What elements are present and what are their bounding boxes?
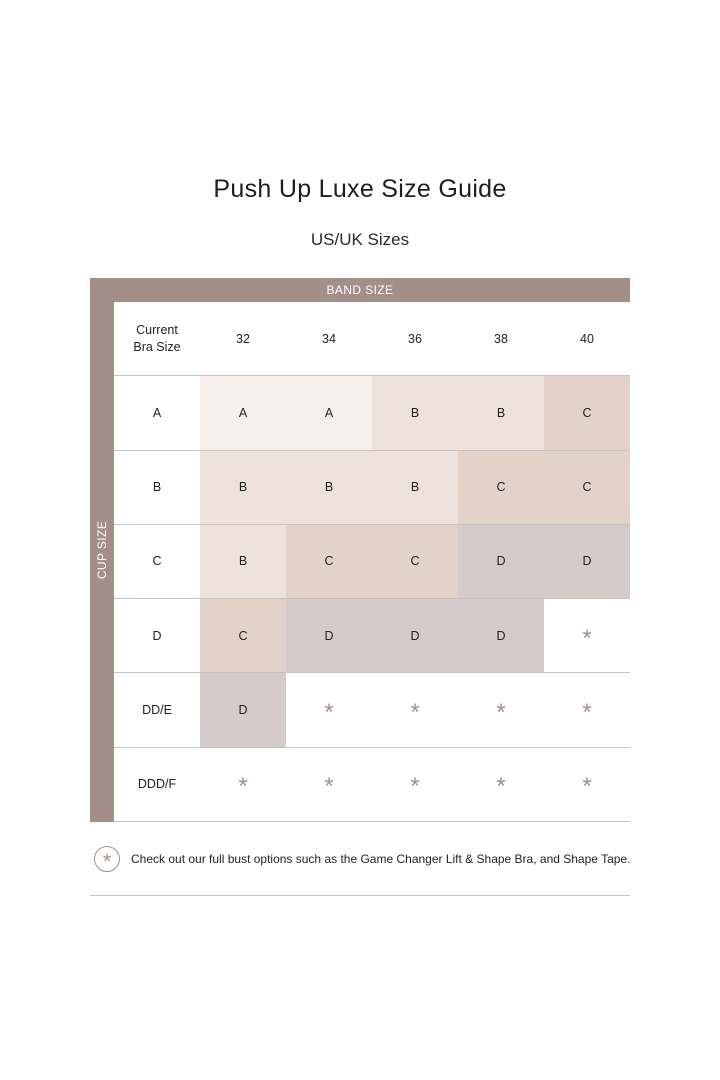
footnote-text: Check out our full bust options such as the Game Changer Lift & Shape Bra, and Shape Tape.: [131, 852, 631, 866]
size-cell: B: [372, 451, 458, 525]
band-size-label: BAND SIZE: [326, 283, 394, 297]
size-cell: C: [544, 451, 630, 525]
size-cell: C: [372, 525, 458, 599]
size-cell: D: [200, 673, 286, 747]
size-cell-asterisk: [544, 599, 630, 673]
asterisk-icon: *: [582, 699, 592, 727]
size-cell-asterisk: [286, 748, 372, 822]
size-cell-asterisk: [200, 748, 286, 822]
row-label: B: [114, 451, 200, 525]
page-subtitle: US/UK Sizes: [310, 230, 410, 249]
asterisk-icon: *: [324, 773, 334, 801]
size-cell: B: [200, 525, 286, 599]
cup-size-label-wrap: [90, 278, 114, 822]
size-cell: A: [200, 376, 286, 450]
band-header-34: 34: [286, 302, 372, 376]
size-cell: D: [286, 599, 372, 673]
asterisk-icon: *: [410, 773, 420, 801]
size-cell-asterisk: [286, 673, 372, 747]
row-label: DD/E: [114, 673, 200, 747]
size-cell: B: [200, 451, 286, 525]
band-header-38: 38: [458, 302, 544, 376]
size-cell: D: [458, 525, 544, 599]
row-label: C: [114, 525, 200, 599]
cup-size-label: CUP SIZE: [95, 520, 110, 580]
size-table: [114, 302, 630, 822]
asterisk-icon: *: [324, 699, 334, 727]
asterisk-icon: *: [238, 773, 248, 801]
current-bra-size-header: [114, 302, 200, 376]
size-cell: D: [544, 525, 630, 599]
size-cell-asterisk: [372, 673, 458, 747]
size-cell-asterisk: [544, 673, 630, 747]
band-header-40: 40: [544, 302, 630, 376]
size-cell: C: [458, 451, 544, 525]
size-cell: C: [544, 376, 630, 450]
header-line-1: Current: [136, 322, 178, 337]
band-header-36: 36: [372, 302, 458, 376]
asterisk-icon: *: [582, 773, 592, 801]
size-cell-asterisk: [458, 673, 544, 747]
header-line-2: Bra Size: [133, 339, 181, 354]
asterisk-icon: *: [410, 699, 420, 727]
size-cell-asterisk: [372, 748, 458, 822]
footnote: [94, 845, 630, 873]
size-cell-asterisk: [544, 748, 630, 822]
asterisk-icon: *: [496, 773, 506, 801]
size-cell: D: [372, 599, 458, 673]
page-title: Push Up Luxe Size Guide: [213, 175, 507, 203]
size-cell: C: [286, 525, 372, 599]
row-label: DDD/F: [114, 748, 200, 822]
bottom-divider: [90, 895, 630, 896]
asterisk-icon: *: [496, 699, 506, 727]
row-label: D: [114, 599, 200, 673]
size-cell-asterisk: [458, 748, 544, 822]
size-cell: A: [286, 376, 372, 450]
size-cell: C: [200, 599, 286, 673]
size-cell: B: [286, 451, 372, 525]
size-cell: B: [372, 376, 458, 450]
asterisk-icon: *: [94, 846, 120, 872]
asterisk-icon: *: [582, 624, 592, 652]
band-header-32: 32: [200, 302, 286, 376]
size-cell: B: [458, 376, 544, 450]
row-label: A: [114, 376, 200, 450]
size-cell: D: [458, 599, 544, 673]
